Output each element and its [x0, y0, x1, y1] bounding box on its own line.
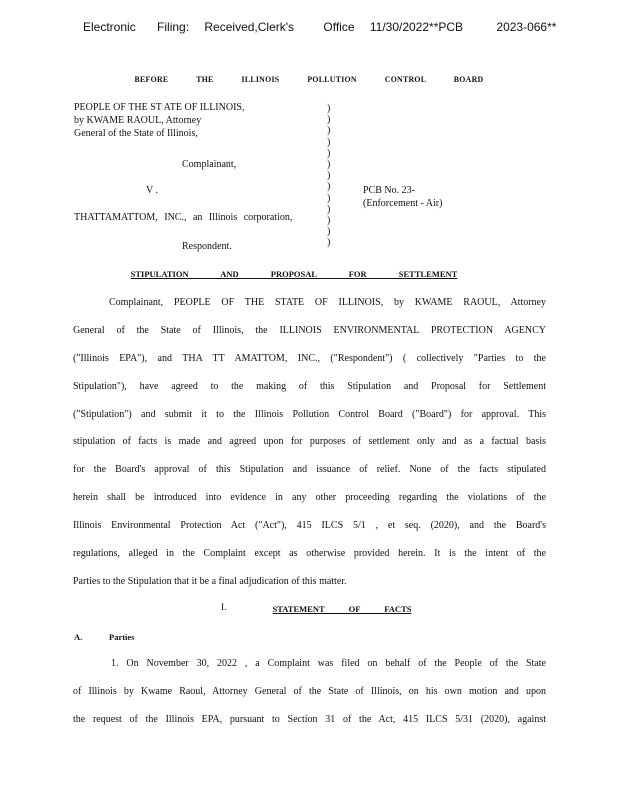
header-office: Office [323, 20, 355, 34]
header-filing: Filing: [157, 20, 190, 34]
caption-paren: ) [327, 159, 331, 171]
section-title: STATEMENT OF FACTS [272, 604, 412, 614]
section-number: I. [221, 603, 227, 613]
caption-plaintiff-line3: General of the State of Illinois, [74, 128, 198, 139]
caption-paren: ) [327, 125, 331, 137]
caption-complainant: Complainant, [182, 159, 237, 170]
caption-plaintiff-line2: by KWAME RAOUL, Attorney [74, 115, 202, 126]
caption-respondent: Respondent. [182, 241, 232, 252]
paragraph-1-line: of Illinois by Kwame Raoul, Attorney General of the State of Illinois, on his own motion and upon [73, 685, 546, 697]
intro-line: ("Illinois EPA"), and THA TT AMATTOM, INC., ("Respondent") ( collectively "Parties to the [73, 352, 546, 364]
intro-line: regulations, alleged in the Complaint except as otherwise provided herein. It is the intent of the [73, 548, 546, 560]
caption-plaintiff-line1: PEOPLE OF THE ST ATE OF ILLINOIS, [74, 102, 245, 113]
intro-paragraph [73, 289, 546, 596]
board-title: BEFORE THE ILLINOIS POLLUTION CONTROL BOARD [134, 74, 484, 84]
caption-paren: ) [327, 114, 331, 126]
paragraph-1-line: the request of the Illinois EPA, pursuant to Section 31 of the Act, 415 ILCS 5/31 (2020), against [73, 713, 546, 725]
intro-line: for the Board's approval of this Stipulation and issuance of relief. None of the facts stipulated [73, 464, 546, 476]
intro-line: Stipulation"), have agreed to the making of this Stipulation and Proposal for Settlement [73, 380, 546, 392]
caption-versus: V . [146, 185, 159, 196]
caption-paren: ) [327, 203, 331, 215]
caption-paren: ) [327, 192, 331, 204]
intro-line: Illinois Environmental Protection Act ("Act"), 415 ILCS 5/1 , et seq. (2020), and the Board's [73, 520, 546, 532]
paragraph-1 [73, 650, 546, 734]
caption-paren: ) [327, 103, 331, 114]
intro-line: General of the State of Illinois, the ILLINOIS ENVIRONMENTAL PROTECTION AGENCY [73, 324, 546, 336]
header-docket: 2023-066** [496, 20, 557, 34]
caption-paren: ) [327, 181, 331, 193]
caption-paren: ) [327, 237, 331, 249]
paragraph-1-line: 1. On November 30, 2022 , a Complaint was filed on behalf of the People of the State [111, 658, 546, 669]
caption-paren-column [327, 103, 330, 249]
intro-line: stipulation of facts is made and agreed upon for purposes of settlement only and as a factual basis [73, 436, 546, 448]
caption-case-number: PCB No. 23- [363, 185, 415, 196]
intro-line: Parties to the Stipulation that it be a final adjudication of this matter. [73, 575, 347, 587]
header-electronic: Electronic [83, 20, 136, 34]
stipulation-title: STIPULATION AND PROPOSAL FOR SETTLEMENT [130, 269, 458, 279]
filing-stamp-header [83, 20, 558, 34]
intro-line: ("Stipulation") and submit it to the Illinois Pollution Control Board ("Board") for approval. This [73, 408, 546, 420]
caption-paren: ) [327, 215, 331, 227]
caption-paren: ) [327, 170, 331, 182]
caption-case-type: (Enforcement - Air) [363, 198, 443, 209]
caption-paren: ) [327, 226, 331, 238]
header-received: Received,Clerk's [204, 20, 295, 34]
subsection-title: Parties [109, 632, 135, 642]
subsection-letter: A. [74, 632, 83, 642]
caption-paren: ) [327, 147, 331, 159]
intro-line: Complainant, PEOPLE OF THE STATE OF ILLINOIS, by KWAME RAOUL, Attorney [109, 297, 546, 308]
intro-line: herein shall be introduced into evidence in any other proceeding regarding the violations of the [73, 492, 546, 504]
caption-defendant: THATTAMATTOM, INC., an Illinois corporation, [74, 212, 293, 223]
caption-paren: ) [327, 136, 331, 148]
header-date: 11/30/2022**PCB [369, 20, 464, 34]
